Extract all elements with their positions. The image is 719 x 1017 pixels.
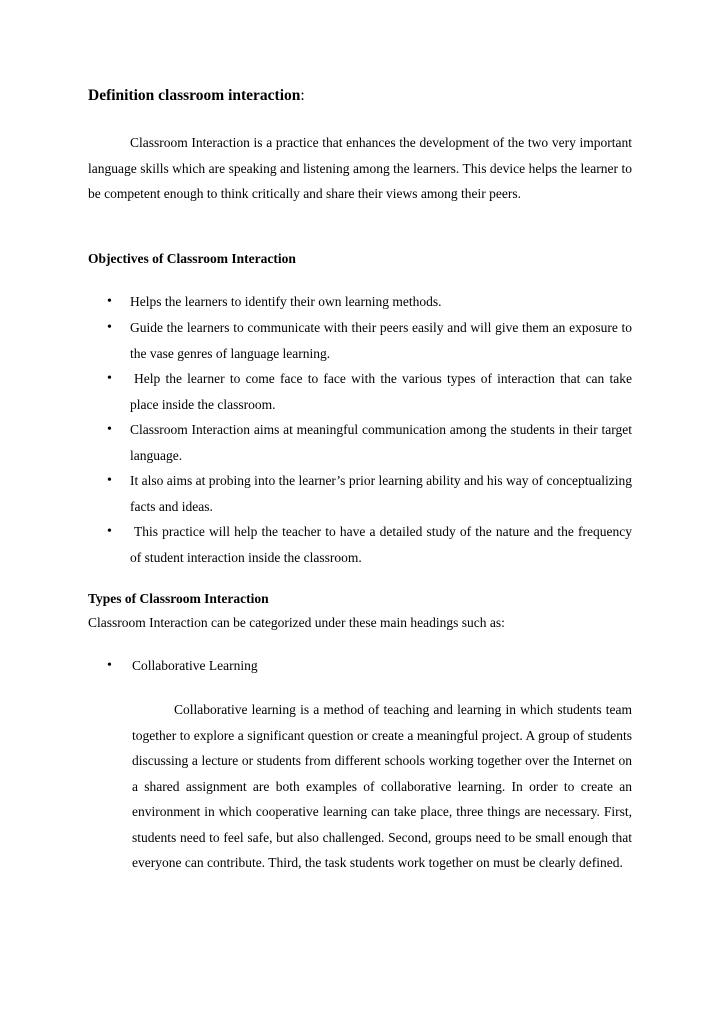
- list-item-text: Classroom Interaction aims at meaningful communication among the students in their target language.: [130, 422, 632, 463]
- list-item-text: Guide the learners to communicate with their peers easily and will give them an exposure to the vase genres of language learning.: [130, 320, 632, 361]
- collaborative-learning-paragraph: Collaborative learning is a method of teaching and learning in which students team together to explore a significant question or create a meaningful project. A group of students discussing a lecture or students from different schools working together over the Internet on a shared assignment are both examples of collaborative learning. In order to create an environment in which cooperative learning can take place, three things are necessary. First, students need to feel safe, but also challenged. Second, groups need to be small enough that everyone can contribute. Third, the task students work together on must be clearly defined.: [132, 702, 632, 870]
- bullet-icon: •: [107, 658, 112, 673]
- list-item-text: It also aims at probing into the learner’s prior learning ability and his way of conceptualizing facts and ideas.: [130, 473, 632, 514]
- types-intro: Classroom Interaction can be categorized under these main headings such as:: [88, 615, 505, 630]
- types-heading: Types of Classroom Interaction: [88, 591, 269, 606]
- definition-heading-text: Definition classroom interaction: [88, 87, 301, 104]
- bullet-icon: •: [107, 473, 112, 488]
- list-item-text: Help the learner to come face to face with the various types of interaction that can take place inside the classroom.: [130, 371, 632, 412]
- bullet-icon: •: [107, 294, 112, 309]
- definition-heading: [88, 86, 305, 106]
- definition-paragraph: Classroom Interaction is a practice that enhances the development of the two very important language skills which are speaking and listening among the learners. This device helps the learner to be competent enough to think critically and share their views among their peers.: [88, 135, 632, 201]
- bullet-icon: •: [107, 371, 112, 386]
- list-item-text: This practice will help the teacher to have a detailed study of the nature and the frequency of student interaction inside the classroom.: [130, 524, 632, 565]
- bullet-icon: •: [107, 524, 112, 539]
- type-title: Collaborative Learning: [132, 658, 258, 673]
- list-item-text: Helps the learners to identify their own learning methods.: [130, 294, 442, 309]
- bullet-icon: •: [107, 320, 112, 335]
- bullet-icon: •: [107, 422, 112, 437]
- definition-heading-colon: :: [300, 87, 305, 104]
- objectives-heading: Objectives of Classroom Interaction: [88, 251, 296, 266]
